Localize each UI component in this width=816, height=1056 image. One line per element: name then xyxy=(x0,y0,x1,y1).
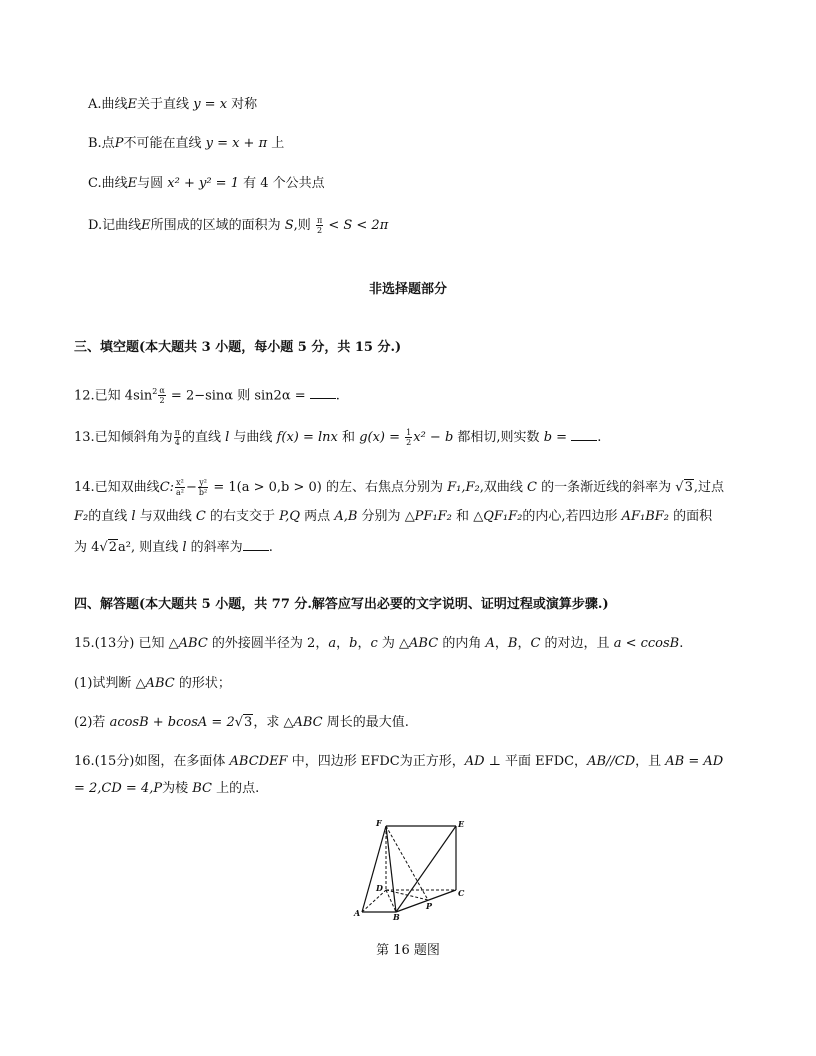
question-14-line-1: 14.已知双曲线C: $\frac{\text{x²}}{\text{a²}}$ − $\frac{\text{y²}}{\text{b²}}$ = 1(a > 0,b > 0) 的左、右焦点分别为 F₁,F₂,双曲线 C 的一条渐近线的斜率为 √3,过点 xyxy=(74,478,724,497)
label-c: C xyxy=(458,888,465,898)
label-e: E xyxy=(458,819,465,829)
option-d: D.记曲线E所围成的区域的面积为 S,则 $\frac{\pi}{2}$ < S < 2π xyxy=(88,216,389,235)
label-p: P xyxy=(426,901,433,911)
part4-heading: 四、解答题(本大题共 5 小题，共 77 分.解答应写出必要的文字说明、证明过程或演算步骤.) xyxy=(74,597,609,612)
fraction: $\frac{\pi}{4}$ xyxy=(174,428,180,447)
answer-blank xyxy=(571,428,597,441)
fraction: $\frac{\pi}{2}$ xyxy=(316,216,323,235)
question-15-part-2: (2)若 acosB + bcosA = 2√3，求 △ABC 周长的最大值. xyxy=(74,715,409,730)
question-16-line-2: = 2,CD = 4,P为棱 BC 上的点. xyxy=(74,781,260,796)
edge-dp xyxy=(386,890,428,900)
part3-heading: 三、填空题(本大题共 3 小题，每小题 5 分，共 15 分.) xyxy=(74,340,402,355)
polyhedron-figure xyxy=(352,818,472,920)
fraction: $\frac{\text{x²}}{\text{a²}}$ xyxy=(176,478,184,497)
question-14-line-3: 为 4√2a², 则直线 l 的斜率为 . xyxy=(74,540,273,555)
question-12: 12.已知 $4\sin^2$ $\frac{\alpha}{2}$ = 2−sinα 则 sin2α = . xyxy=(74,386,340,406)
question-15: 15.(13分) 已知 △ABC 的外接圆半径为 2，a，b，c 为 △ABC 的内角 A，B，C 的对边，且 a < ccosB. xyxy=(74,636,684,651)
answer-blank xyxy=(243,538,269,551)
question-14-line-2: F₂的直线 l 与双曲线 C 的右支交于 P,Q 两点 A,B 分别为 △PF₁F₂ 和 △QF₁F₂的内心,若四边形 AF₁BF₂ 的面积 xyxy=(74,509,713,524)
question-13: 13.已知倾斜角为 $\frac{\pi}{4}$ 的直线 l 与曲线 f(x) = lnx 和 g(x) = $\frac{1}{2}$ x² − b 都相切,则实数 b = . xyxy=(74,428,602,447)
option-a: A.曲线E关于直线 y = x 对称 xyxy=(88,97,258,112)
label-d: D xyxy=(376,883,383,893)
fraction: $\frac{\text{y²}}{\text{b²}}$ xyxy=(198,478,208,497)
edge-fb xyxy=(386,826,396,912)
edge-fp xyxy=(386,826,428,900)
fraction: $\frac{1}{2}$ xyxy=(406,428,412,447)
edge-fa xyxy=(362,826,386,912)
label-a: A xyxy=(354,908,361,918)
option-b: B.点P不可能在直线 y = x + π 上 xyxy=(88,136,285,151)
question-15-part-1: (1)试判断 △ABC 的形状； xyxy=(74,676,231,691)
section-title: 非选择题部分 xyxy=(368,282,447,297)
figure-caption: 第 16 题图 xyxy=(376,943,440,958)
option-c: C.曲线E与圆 x² + y² = 1 有 4 个公共点 xyxy=(88,176,325,191)
fraction: $\frac{\alpha}{2}$ xyxy=(159,386,165,406)
label-f: F xyxy=(376,818,382,828)
question-16-line-1: 16.(15分)如图，在多面体 ABCDEF 中，四边形 EFDC为正方形，AD ⊥ 平面 EFDC，AB//CD，且 AB = AD xyxy=(74,754,724,769)
answer-blank xyxy=(310,386,336,399)
label-b: B xyxy=(393,912,400,920)
